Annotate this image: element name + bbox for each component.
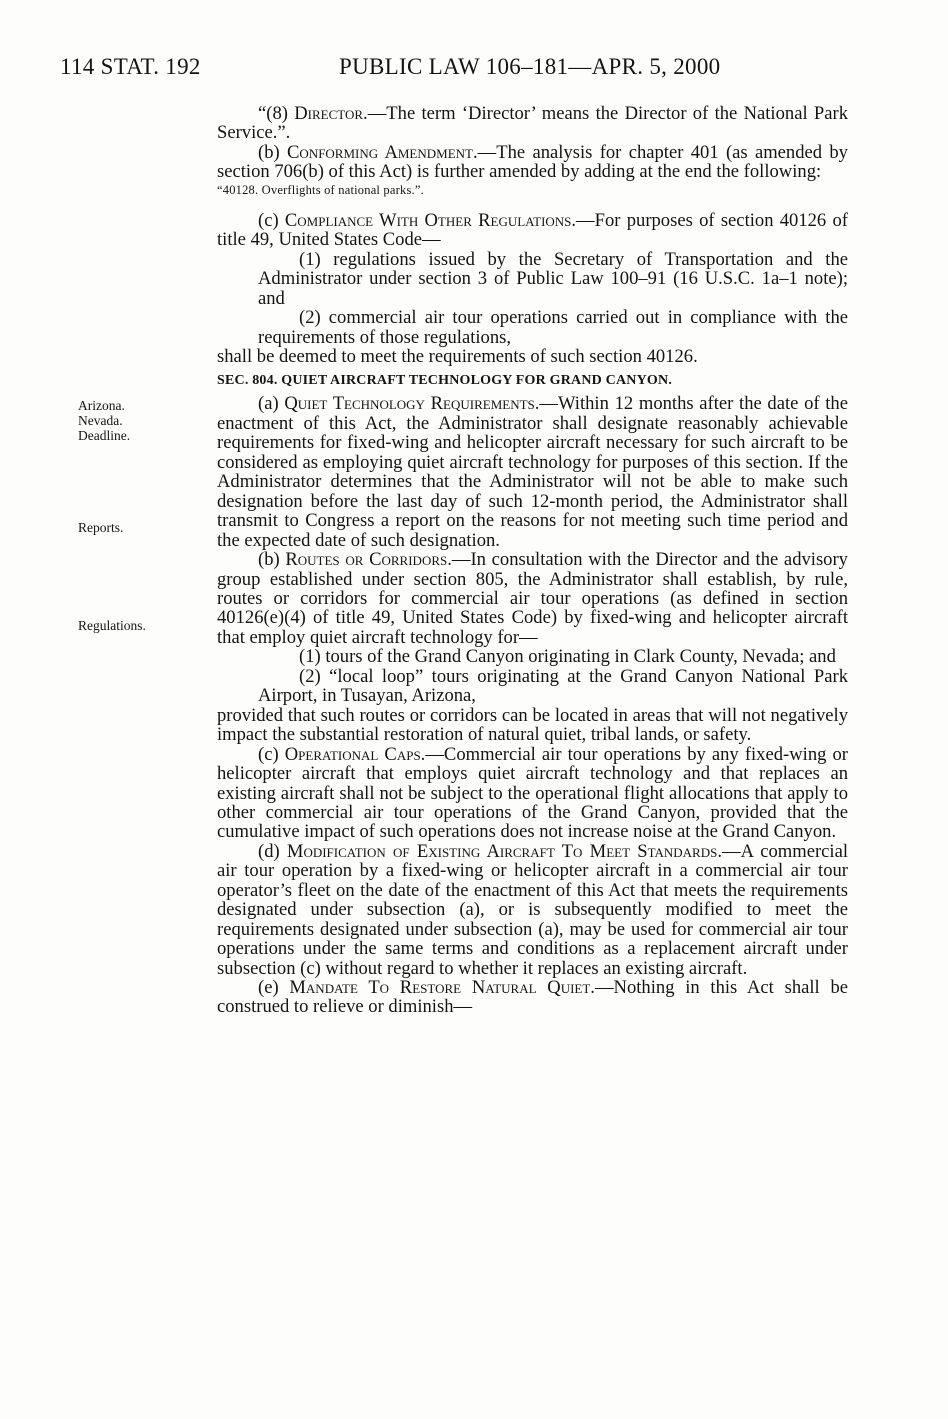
subsection-c-operational-caps: (c) Operational Caps.—Commercial air tour operations by any fixed-wing or helicopter aircraft that employs quiet aircraft technology and that replaces an existing aircraft shall not be subject to the operational flight allocations that apply to other commercial air tour operations of the Grand Canyon, provided that the cumulative impact of such operations does not increase noise at the Grand Canyon. [217, 743, 848, 843]
margin-note-reports: Reports. [78, 520, 124, 535]
subsection-heading: Mandate To Restore Natural Quiet [289, 977, 591, 999]
subsection-e-mandate: (e) Mandate To Restore Natural Quiet.—Nothing in this Act shall be construed to relieve or diminish— [217, 977, 848, 1018]
subsection-heading: Operational Caps [284, 743, 421, 765]
subsection-heading: Modification of Existing Aircraft To Meet Standards [286, 840, 718, 862]
margin-note-nevada: Nevada. [78, 413, 123, 428]
subsection-heading: Conforming Amendment [287, 141, 473, 163]
margin-note-arizona: Arizona. [78, 398, 125, 413]
stat-page-reference: 114 STAT. 192 [60, 54, 201, 79]
running-header [60, 54, 860, 84]
subsection-b-routes-corridors: (b) Routes or Corridors.—In consultation with the Director and the advisory group established under section 805, the Administrator shall establish, by rule, routes or corridors for commercial air tour operations (as defined in section 40126(e)(4) of title 49, United States Code) by fixed-wing and helicopter aircraft that employ quiet aircraft technology for— [217, 549, 848, 648]
subsection-heading: Routes or Corridors [285, 549, 448, 571]
subsection-heading: Compliance With Other Regulations [284, 209, 572, 231]
public-law-citation: PUBLIC LAW 106–181—APR. 5, 2000 [339, 54, 721, 79]
subsection-c-compliance: (c) Compliance With Other Regulations.—For purposes of section 40126 of title 49, United States Code— [217, 209, 848, 251]
paragraph-heading: Director [294, 103, 364, 124]
subsection-a-quiet-technology: (a) Quiet Technology Requirements.—Within 12 months after the date of the enactment of this Act, the Administrator shall designate reasonably achievable requirements for fixed-wing and helicopter aircraft necessary for such aircraft to be considered as employing quiet aircraft technology for purposes of this section. If the Administrator determines that the Administrator will not be able to make such designation before the last day of such 12-month period, the Administrator shall transmit to Congress a report on the reasons for not meeting such time period and the expected date of such designation. [217, 393, 848, 551]
margin-note-regulations: Regulations. [78, 618, 146, 633]
subsection-b-closing: provided that such routes or corridors can be located in areas that will not negatively impact the substantial restoration of natural quiet, tribal lands, or safety. [217, 704, 848, 746]
paragraph-b1: (1) tours of the Grand Canyon originating in Clark County, Nevada; and [299, 646, 836, 668]
paragraph-c1: (1) regulations issued by the Secretary of Transportation and the Administrator under section 3 of Public Law 100–91 (16 U.S.C. 1a–1 note); and [258, 248, 848, 309]
paragraph-b2: (2) “local loop” tours originating at the Grand Canyon National Park Airport, in Tusayan, Arizona, [258, 665, 848, 707]
paragraph-8-director: “(8) Director.—The term ‘Director’ means the Director of the National Park Service.”. [217, 103, 848, 144]
statute-body [217, 104, 848, 1017]
section-804-heading: SEC. 804. QUIET AIRCRAFT TECHNOLOGY FOR GRAND CANYON. [217, 373, 673, 389]
subsection-d-modification: (d) Modification of Existing Aircraft To Meet Standards.—A commercial air tour operation by a fixed-wing or helicopter aircraft in a commercial air tour operator’s fleet on the date of the enactment of this Act that meets the requirements designated under subsection (a), or is subsequently modified to meet the requirements designated under subsection (a), may be used for commercial air tour operations under the same terms and conditions as a replacement aircraft under subsection (c) without regard to whether it replaces an existing aircraft. [217, 840, 848, 979]
analysis-entry: “40128. Overflights of national parks.”. [217, 182, 424, 197]
subsection-c-closing: shall be deemed to meet the requirements of such section 40126. [217, 345, 698, 367]
margin-note-deadline: Deadline. [78, 428, 131, 443]
subsection-b-conforming-amendment: (b) Conforming Amendment.—The analysis for chapter 401 (as amended by section 706(b) of this Act) is further amended by adding at the end the following: [217, 141, 848, 183]
margin-note-locations-deadline [78, 398, 130, 443]
paragraph-c2: (2) commercial air tour operations carried out in compliance with the requirements of those regulations, [258, 307, 848, 348]
subsection-heading: Quiet Technology Requirements [284, 393, 535, 415]
